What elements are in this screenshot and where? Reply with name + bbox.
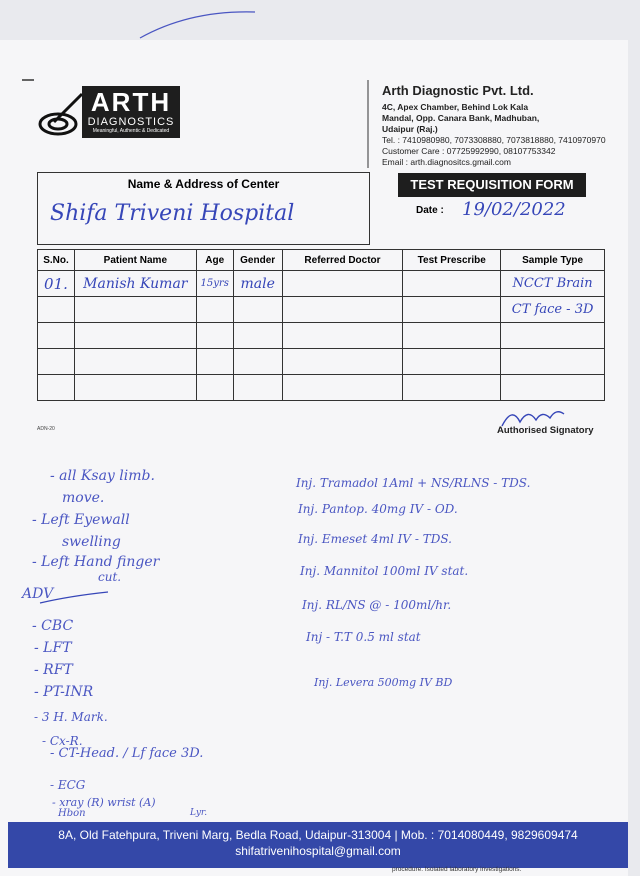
table-row bbox=[38, 297, 605, 323]
note-left-2: move. bbox=[62, 490, 105, 506]
header-gender: Gender bbox=[233, 250, 282, 271]
company-name: Arth Diagnostic Pvt. Ltd. bbox=[382, 83, 534, 98]
note-right-4: Inj. Mannitol 100ml IV stat. bbox=[300, 564, 469, 578]
header-test-prescribe: Test Prescribe bbox=[403, 250, 501, 271]
row-test-prescribe bbox=[403, 271, 501, 297]
table-row bbox=[38, 323, 605, 349]
note-left-12: - 3 H. Mark. bbox=[34, 710, 108, 724]
note-left-16: - xray (R) wrist (A) bbox=[52, 796, 156, 809]
note-left-8: - CBC bbox=[32, 618, 74, 634]
table-row bbox=[38, 349, 605, 375]
note-left-17: Lyr. bbox=[190, 808, 208, 818]
footer-email: shifatrivenihospital@gmail.com bbox=[235, 844, 401, 858]
note-left-11: - PT-INR bbox=[34, 684, 94, 700]
row-age: 15yrs bbox=[196, 271, 233, 297]
row-gender: male bbox=[233, 271, 282, 297]
header-patient-name: Patient Name bbox=[74, 250, 196, 271]
note-right-6: Inj - T.T 0.5 ml stat bbox=[306, 630, 421, 644]
footer-address: 8A, Old Fatehpura, Triveni Marg, Bedla Road, Udaipur-313004 | Mob. : 7014080449, 9829609474 bbox=[58, 828, 578, 842]
note-left-6: cut. bbox=[98, 570, 122, 584]
patient-table bbox=[37, 249, 605, 401]
note-left-15: - ECG bbox=[50, 778, 86, 792]
note-left-4: swelling bbox=[62, 534, 121, 550]
table-header-row bbox=[38, 250, 605, 271]
note-right-7: Inj. Levera 500mg IV BD bbox=[314, 676, 453, 689]
note-left-3: - Left Eyewall bbox=[32, 512, 130, 528]
note-left-10: - RFT bbox=[34, 662, 73, 678]
center-heading: Name & Address of Center bbox=[127, 177, 280, 191]
header-sample-type: Sample Type bbox=[501, 250, 605, 271]
header-sno: S.No. bbox=[38, 250, 75, 271]
form-title: TEST REQUISITION FORM bbox=[398, 173, 586, 197]
logo-tagline: Meaningful, Authentic & Dedicated bbox=[92, 128, 170, 134]
company-info bbox=[382, 83, 622, 168]
company-address-3: Udaipur (Raj.) bbox=[382, 124, 438, 134]
note-left-13: - Cx-R. bbox=[42, 734, 83, 748]
date-label: Date : bbox=[416, 205, 444, 216]
header-age: Age bbox=[196, 250, 233, 271]
note-left-9: - LFT bbox=[34, 640, 72, 656]
note-left-14: - CT-Head. / Lf face 3D. bbox=[50, 746, 204, 761]
note-right-5: Inj. RL/NS @ - 100ml/hr. bbox=[302, 598, 452, 612]
footer-bottom-text: procedure. Isolated laboratory investigations. bbox=[392, 866, 522, 873]
row-sample-type-1: NCCT Brain bbox=[501, 271, 605, 297]
arth-logo-emblem bbox=[36, 92, 86, 140]
note-left-5: - Left Hand finger bbox=[32, 554, 160, 570]
company-address-2: Mandal, Opp. Canara Bank, Madhuban, bbox=[382, 113, 540, 123]
company-address-1: 4C, Apex Chamber, Behind Lok Kala bbox=[382, 102, 529, 112]
table-row bbox=[38, 375, 605, 401]
row-patient-name: Manish Kumar bbox=[74, 271, 196, 297]
note-left-18: Hbon bbox=[58, 808, 86, 819]
company-email: Email : arth.diagnositcs.gmail.com bbox=[382, 157, 511, 167]
center-box bbox=[37, 172, 370, 245]
authorised-signatory: Authorised Signatory bbox=[497, 425, 594, 436]
note-left-1: - all Ksay limb. bbox=[50, 468, 155, 484]
center-name: Shifa Triveni Hospital bbox=[50, 201, 295, 226]
hospital-footer bbox=[8, 822, 628, 868]
logo-main-text: ARTH bbox=[90, 87, 172, 117]
arth-logo bbox=[82, 86, 180, 138]
table-row bbox=[38, 271, 605, 297]
company-tel: Tel. : 7410980980, 7073308880, 7073818880, 7410970970 bbox=[382, 135, 606, 145]
form-code: ADN-20 bbox=[37, 426, 55, 432]
header-referred-doctor: Referred Doctor bbox=[282, 250, 403, 271]
row-referred-doctor bbox=[282, 271, 403, 297]
logo-sub-text: DIAGNOSTICS bbox=[87, 116, 175, 128]
row-sno: 01. bbox=[38, 271, 75, 297]
note-right-1: Inj. Tramadol 1Aml + NS/RLNS - TDS. bbox=[296, 476, 531, 490]
note-left-7: ADV bbox=[22, 586, 54, 602]
note-right-3: Inj. Emeset 4ml IV - TDS. bbox=[298, 532, 452, 546]
company-customer-care: Customer Care : 07725992990, 08107753342 bbox=[382, 146, 556, 156]
date-value: 19/02/2022 bbox=[462, 199, 566, 220]
note-right-2: Inj. Pantop. 40mg IV - OD. bbox=[298, 502, 458, 516]
row-sample-type-2: CT face - 3D bbox=[501, 297, 605, 323]
